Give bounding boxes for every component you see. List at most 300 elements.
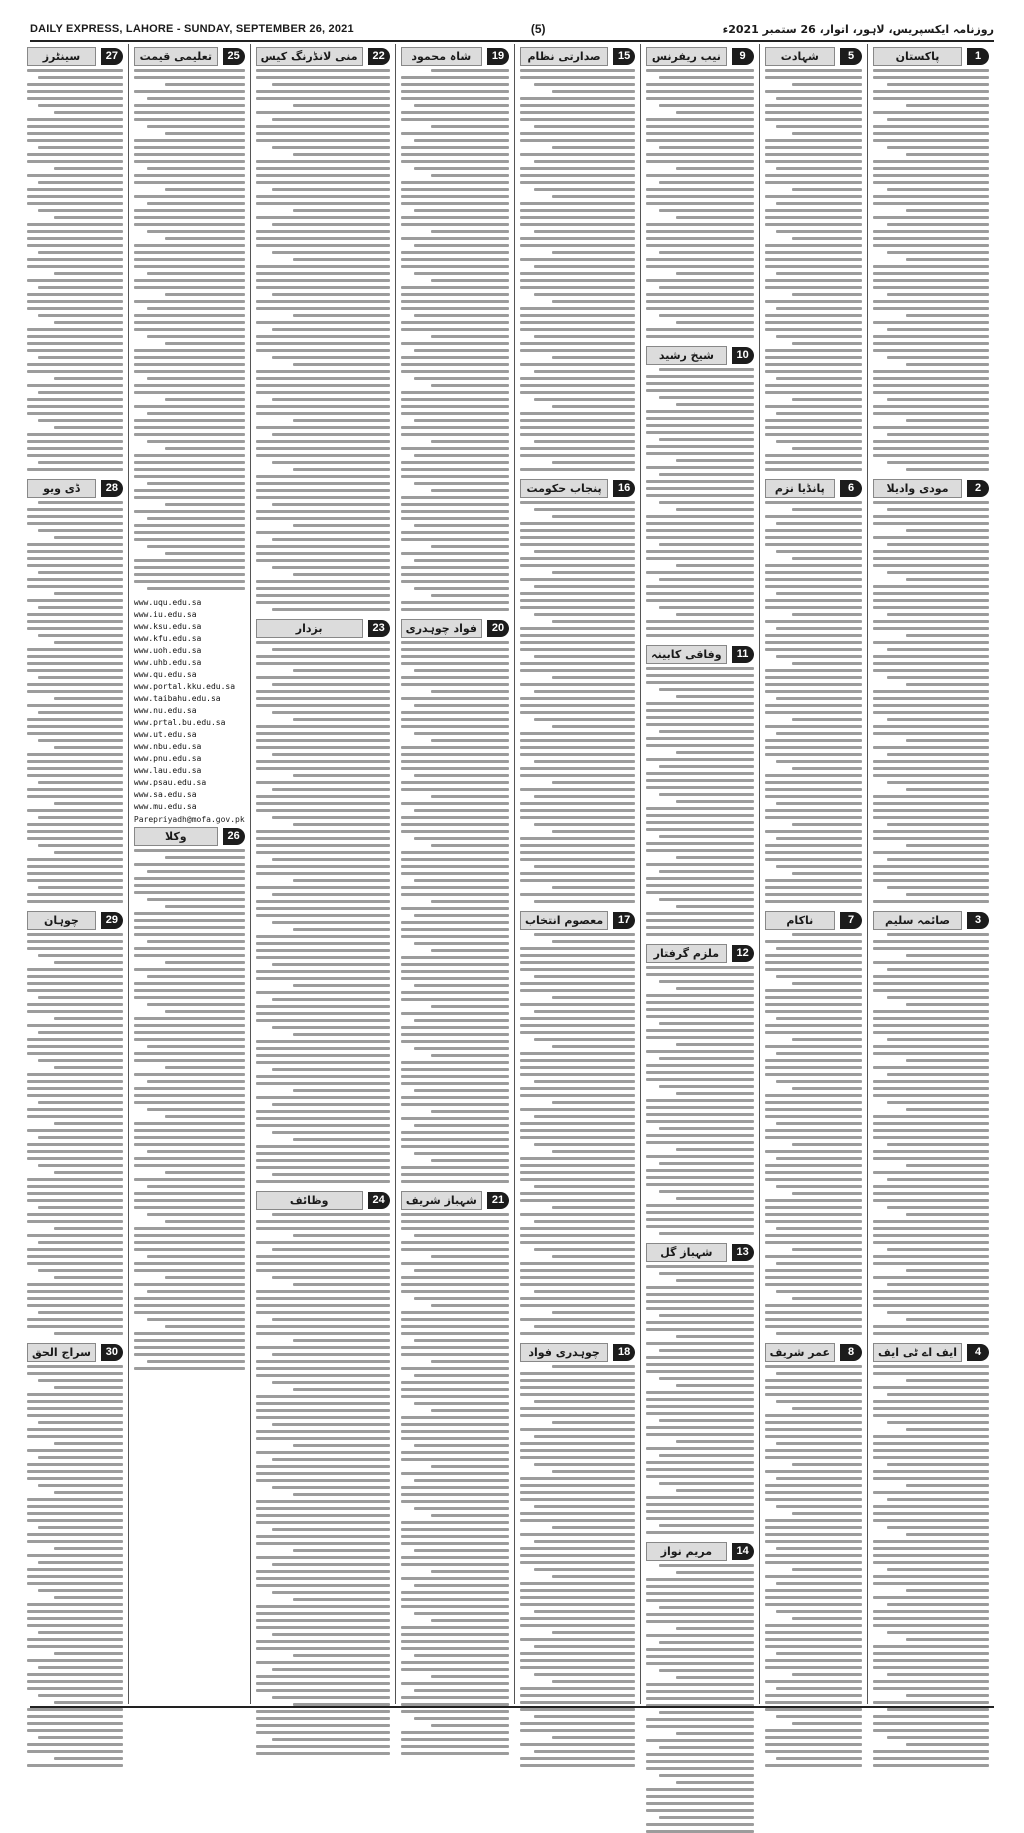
text-line (256, 1521, 390, 1524)
text-line (272, 998, 390, 1001)
text-line (293, 669, 389, 672)
text-line (534, 1080, 635, 1083)
article-text (646, 1564, 753, 1833)
text-line (646, 1503, 753, 1506)
text-line (676, 272, 753, 275)
text-line (676, 800, 753, 803)
text-line (431, 1465, 509, 1468)
text-line (676, 216, 753, 219)
text-line (776, 1715, 862, 1718)
text-line (27, 202, 123, 205)
text-line (776, 522, 862, 525)
text-line (873, 1386, 989, 1389)
text-line (431, 335, 509, 338)
text-line (134, 209, 245, 212)
text-line (873, 1241, 989, 1244)
text-line (147, 412, 244, 415)
text-line (27, 363, 123, 366)
text-line (765, 1456, 862, 1459)
text-line (887, 1038, 989, 1041)
text-line (906, 1533, 989, 1536)
text-line (256, 552, 390, 555)
text-line (552, 251, 635, 254)
text-line (520, 816, 635, 819)
text-line (765, 328, 862, 331)
text-line (906, 209, 989, 212)
text-line (27, 1094, 123, 1097)
text-line (54, 426, 123, 429)
text-line (147, 517, 244, 520)
text-line (27, 940, 123, 943)
text-line (646, 912, 753, 915)
text-line (659, 1314, 754, 1317)
text-line (776, 1687, 862, 1690)
text-line (887, 1526, 989, 1529)
text-line (659, 104, 754, 107)
news-item-header (873, 911, 989, 929)
text-line (520, 982, 635, 985)
text-line (873, 655, 989, 658)
text-line (401, 188, 509, 191)
text-line (293, 153, 389, 156)
text-line (147, 940, 244, 943)
news-item-title: ناکام (765, 911, 835, 930)
text-line (776, 1477, 862, 1480)
text-line (147, 307, 244, 310)
text-line (54, 1442, 123, 1445)
text-line (401, 655, 509, 658)
text-line (165, 132, 245, 135)
text-line (765, 830, 862, 833)
text-line (54, 641, 123, 644)
text-line (401, 258, 509, 261)
news-item-header (520, 911, 635, 929)
text-line (765, 1234, 862, 1237)
text-line (646, 445, 753, 448)
text-line (38, 104, 122, 107)
news-item (401, 619, 509, 1183)
url-text: www.lau.edu.sa (133, 766, 202, 775)
text-line (401, 907, 509, 910)
text-line (272, 503, 390, 506)
text-line (401, 1040, 509, 1043)
text-line (134, 314, 245, 317)
text-line (134, 433, 245, 436)
text-line (256, 272, 390, 275)
text-line (27, 1143, 123, 1146)
text-line (873, 1477, 989, 1480)
text-line (293, 314, 389, 317)
text-line (873, 1276, 989, 1279)
text-line (534, 975, 635, 978)
text-line (401, 496, 509, 499)
text-line (38, 1379, 122, 1382)
url-text: www.iu.edu.sa (133, 610, 197, 619)
text-line (534, 1568, 635, 1571)
text-line (765, 76, 862, 79)
text-line (873, 697, 989, 700)
text-line (431, 230, 509, 233)
text-line (906, 1638, 989, 1641)
text-line (256, 531, 390, 534)
text-line (401, 1661, 509, 1664)
text-line (646, 307, 753, 310)
text-line (520, 139, 635, 142)
text-line (401, 1493, 509, 1496)
text-line (256, 1255, 390, 1258)
url-text: www.prtal.bu.edu.sa (133, 718, 226, 727)
text-line (134, 475, 245, 478)
text-line (414, 377, 509, 380)
text-line (134, 1087, 245, 1090)
text-line (27, 872, 123, 875)
text-line (520, 1743, 635, 1746)
text-line (401, 865, 509, 868)
text-line (873, 522, 989, 525)
text-line (520, 1227, 635, 1230)
text-line (520, 1318, 635, 1321)
text-line (401, 1248, 509, 1251)
text-line (256, 496, 390, 499)
news-item (765, 479, 862, 903)
text-line (27, 1400, 123, 1403)
text-line (134, 849, 245, 852)
text-line (765, 1750, 862, 1753)
text-line (134, 1192, 245, 1195)
text-line (256, 174, 390, 177)
text-line (659, 1564, 754, 1567)
news-item-title: وظائف (256, 1191, 363, 1210)
text-line (646, 1300, 753, 1303)
news-item-number: 27 (101, 48, 123, 65)
text-line (887, 1101, 989, 1104)
text-line (401, 538, 509, 541)
text-line (765, 1708, 862, 1711)
text-line (534, 795, 635, 798)
news-item-header (765, 47, 862, 65)
text-line (256, 440, 390, 443)
text-line (873, 975, 989, 978)
text-line (534, 508, 635, 511)
text-line (765, 181, 862, 184)
text-line (38, 1526, 122, 1529)
text-line (414, 1402, 509, 1405)
text-line (873, 690, 989, 693)
text-line (165, 342, 245, 345)
text-line (765, 1680, 862, 1683)
url-text: www.psau.edu.sa (133, 778, 207, 787)
text-line (646, 744, 753, 747)
text-line (401, 412, 509, 415)
text-line (256, 1019, 390, 1022)
text-line (676, 508, 753, 511)
text-line (38, 1241, 122, 1244)
text-line (887, 613, 989, 616)
text-line (256, 1061, 390, 1064)
text-line (552, 830, 635, 833)
text-line (520, 697, 635, 700)
text-line (431, 1360, 509, 1363)
text-line (431, 69, 509, 72)
text-line (401, 552, 509, 555)
text-line (256, 1430, 390, 1433)
text-line (887, 251, 989, 254)
text-line (873, 1087, 989, 1090)
text-line (765, 746, 862, 749)
text-line (134, 1304, 245, 1307)
text-line (134, 996, 245, 999)
news-item-number: 8 (840, 1344, 862, 1361)
article-text (401, 1213, 509, 1755)
text-line (765, 370, 862, 373)
text-line (401, 1521, 509, 1524)
text-line (256, 830, 390, 833)
text-line (293, 1549, 389, 1552)
text-line (414, 984, 509, 987)
text-line (646, 1370, 753, 1373)
text-line (134, 146, 245, 149)
text-line (765, 1638, 862, 1641)
text-line (147, 1290, 244, 1293)
news-item-number: 5 (840, 48, 862, 65)
text-line (873, 335, 989, 338)
text-line (414, 1047, 509, 1050)
text-line (765, 454, 862, 457)
text-line (906, 1484, 989, 1487)
text-line (27, 454, 123, 457)
text-line (401, 1591, 509, 1594)
news-item-title: پنجاب حکومت (520, 479, 608, 498)
text-line (27, 704, 123, 707)
text-line (134, 933, 245, 936)
text-line (401, 391, 509, 394)
text-line (765, 90, 862, 93)
text-line (873, 1547, 989, 1550)
text-line (765, 585, 862, 588)
news-item-title: تعلیمی قیمت (134, 47, 218, 66)
article-text (520, 501, 635, 903)
text-line (256, 802, 390, 805)
text-line (887, 781, 989, 784)
text-line (54, 1701, 123, 1704)
text-line (256, 935, 390, 938)
text-line (54, 961, 123, 964)
news-item (27, 1343, 123, 1767)
text-line (792, 872, 862, 875)
text-line (27, 865, 123, 868)
text-line (776, 307, 862, 310)
text-line (134, 384, 245, 387)
text-line (27, 1372, 123, 1375)
text-line (27, 1505, 123, 1508)
text-line (873, 1554, 989, 1557)
text-line (792, 1087, 862, 1090)
text-line (873, 641, 989, 644)
text-line (293, 419, 389, 422)
text-line (534, 1715, 635, 1718)
text-line (659, 1085, 754, 1088)
text-line (520, 1372, 635, 1375)
text-line (256, 690, 390, 693)
text-line (520, 321, 635, 324)
text-line (147, 1213, 244, 1216)
text-line (54, 851, 123, 854)
column-8 (22, 44, 128, 1704)
text-line (27, 1045, 123, 1048)
text-line (534, 370, 635, 373)
text-line (873, 1325, 989, 1328)
text-line (520, 753, 635, 756)
text-line (646, 1697, 753, 1700)
text-line (27, 1108, 123, 1111)
text-line (552, 676, 635, 679)
text-line (401, 956, 509, 959)
text-line (646, 293, 753, 296)
text-line (887, 508, 989, 511)
text-line (552, 1206, 635, 1209)
text-line (646, 863, 753, 866)
text-line (272, 146, 390, 149)
text-line (272, 1131, 390, 1134)
news-item-header (256, 1191, 390, 1209)
news-item-number: 12 (732, 945, 754, 962)
text-line (134, 926, 245, 929)
text-line (134, 884, 245, 887)
text-line (256, 1297, 390, 1300)
text-line (256, 1012, 390, 1015)
text-line (873, 760, 989, 763)
text-line (873, 1066, 989, 1069)
text-line (646, 933, 753, 936)
text-line (272, 1353, 390, 1356)
text-line (765, 1764, 862, 1767)
text-line (646, 1788, 753, 1791)
text-line (401, 1682, 509, 1685)
text-line (414, 419, 509, 422)
text-line (38, 676, 122, 679)
text-line (792, 1297, 862, 1300)
text-line (520, 641, 635, 644)
text-line (520, 1512, 635, 1515)
text-line (765, 1414, 862, 1417)
text-line (134, 510, 245, 513)
text-line (520, 174, 635, 177)
text-line (414, 1124, 509, 1127)
text-line (873, 1080, 989, 1083)
text-line (646, 1134, 753, 1137)
text-line (765, 391, 862, 394)
text-line (256, 181, 390, 184)
text-line (134, 454, 245, 457)
text-line (765, 1066, 862, 1069)
text-line (147, 440, 244, 443)
text-line (765, 1379, 862, 1382)
news-item-number: 21 (487, 1192, 509, 1209)
news-item-title: وفاقی کابینہ (646, 645, 726, 664)
text-line (27, 1540, 123, 1543)
news-item-title: عمر شریف (765, 1343, 835, 1362)
text-line (401, 76, 509, 79)
text-line (765, 529, 862, 532)
text-line (873, 391, 989, 394)
text-line (27, 515, 123, 518)
text-line (534, 440, 635, 443)
text-line (401, 433, 509, 436)
text-line (792, 767, 862, 770)
text-line (646, 1225, 753, 1228)
news-item-title: منی لانڈرنگ کیس (256, 47, 363, 66)
text-line (147, 587, 244, 590)
text-line (646, 973, 753, 976)
text-line (414, 1297, 509, 1300)
text-line (520, 328, 635, 331)
text-line (646, 382, 753, 385)
text-line (38, 76, 122, 79)
text-line (873, 732, 989, 735)
text-line (256, 594, 390, 597)
text-line (646, 828, 753, 831)
text-line (646, 97, 753, 100)
text-line (27, 837, 123, 840)
text-line (520, 1073, 635, 1076)
text-line (414, 1507, 509, 1510)
text-line (401, 1026, 509, 1029)
text-line (27, 1617, 123, 1620)
text-line (873, 585, 989, 588)
text-line (165, 293, 245, 296)
text-line (659, 396, 754, 399)
text-line (27, 760, 123, 763)
text-line (646, 118, 753, 121)
text-line (401, 802, 509, 805)
text-line (520, 564, 635, 567)
text-line (765, 571, 862, 574)
news-item-title: سینٹرز (27, 47, 96, 66)
text-line (27, 1582, 123, 1585)
text-line (256, 307, 390, 310)
text-line (659, 1377, 754, 1380)
text-line (272, 223, 390, 226)
text-line (765, 195, 862, 198)
text-line (765, 809, 862, 812)
text-line (873, 1304, 989, 1307)
text-line (646, 737, 753, 740)
text-line (272, 1486, 390, 1489)
text-line (873, 900, 989, 903)
text-line (873, 1136, 989, 1139)
text-line (765, 405, 862, 408)
text-line (134, 919, 245, 922)
news-item (134, 827, 245, 1370)
text-line (54, 1491, 123, 1494)
news-item-header (401, 47, 509, 65)
text-line (646, 620, 753, 623)
text-line (520, 314, 635, 317)
text-line (520, 412, 635, 415)
text-line (256, 1416, 390, 1419)
text-line (765, 1311, 862, 1314)
text-line (765, 1115, 862, 1118)
text-line (256, 1626, 390, 1629)
text-line (776, 1185, 862, 1188)
text-line (401, 118, 509, 121)
text-line (401, 1395, 509, 1398)
url-text: www.nu.edu.sa (133, 706, 197, 715)
text-line (887, 543, 989, 546)
text-line (165, 856, 245, 859)
text-line (256, 370, 390, 373)
text-line (401, 1668, 509, 1671)
